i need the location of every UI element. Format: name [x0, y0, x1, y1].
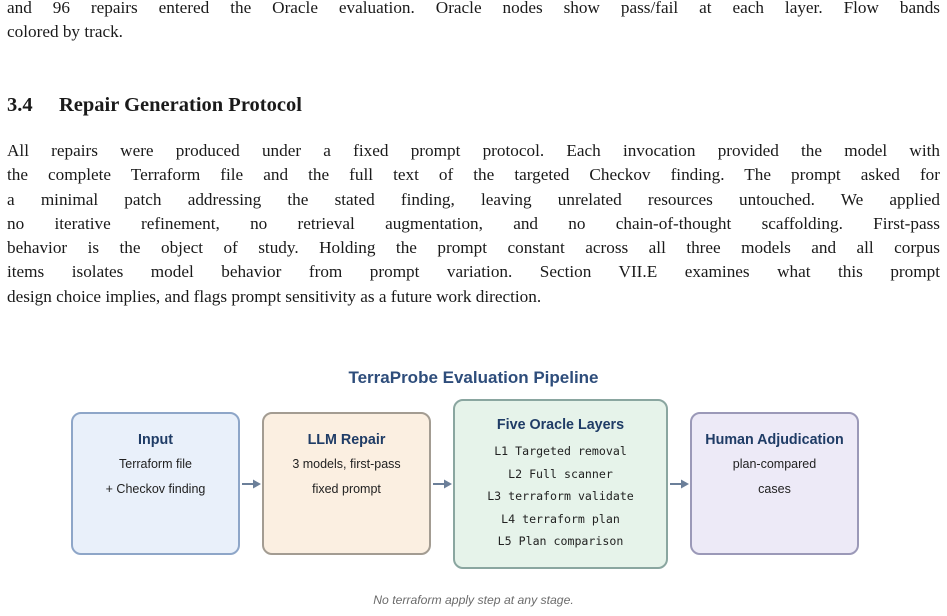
- human-box-line: cases: [758, 482, 791, 496]
- body-line: All repairs were produced under a fixed prompt protocol. Each invocation provided the model with: [7, 141, 940, 160]
- body-line: the complete Terraform file and the full text of the targeted Checkov finding. The prompt asked for: [7, 165, 940, 185]
- oracle-layer-list: [455, 440, 666, 553]
- arrow-right-icon: [669, 478, 690, 490]
- input-box-line: Terraform file: [119, 457, 192, 471]
- body-line: items isolates model behavior from prompt variation. Section VII.E examines what this prompt: [7, 262, 940, 282]
- body-line: design choice implies, and flags prompt sensitivity as a future work direction.: [7, 286, 542, 306]
- arrow-right-icon: [432, 478, 453, 490]
- body-line: no iterative refinement, no retrieval augmentation, and no chain-of-thought scaffolding. First-pass: [7, 213, 940, 233]
- body-paragraph: [7, 139, 940, 309]
- human-adjudication-box: [690, 412, 859, 555]
- oracle-layer: L2 Full scanner: [508, 466, 613, 481]
- human-box-title: Human Adjudication: [705, 432, 844, 448]
- input-box-line: + Checkov finding: [105, 482, 206, 496]
- intro-paragraph: [7, 0, 940, 45]
- oracle-box-title: Five Oracle Layers: [496, 417, 625, 433]
- figure-note: No terraform apply step at any stage.: [373, 593, 574, 607]
- human-box-line: plan-compared: [732, 457, 817, 471]
- oracle-layer: L1 Targeted removal: [494, 444, 627, 458]
- llm-repair-box: [262, 412, 431, 555]
- oracle-layer: L5 Plan comparison: [497, 534, 624, 549]
- section-heading: [7, 94, 302, 117]
- llm-box-line: 3 models, first-pass: [292, 457, 401, 471]
- section-number: 3.4: [7, 94, 33, 116]
- arrow-right-icon: [241, 478, 262, 490]
- body-line: a minimal patch addressing the stated finding, leaving unrelated resources untouched. We applied: [7, 189, 940, 209]
- input-box: [71, 412, 240, 555]
- intro-line: and 96 repairs entered the Oracle evaluation. Oracle nodes show pass/fail at each layer. Flow bands: [7, 0, 940, 17]
- oracle-layer: L4 terraform plan: [501, 511, 620, 526]
- llm-box-title: LLM Repair: [307, 432, 386, 448]
- section-title: Repair Generation Protocol: [59, 94, 302, 116]
- oracle-layer: L3 terraform validate: [487, 489, 634, 504]
- intro-line: colored by track.: [7, 22, 123, 42]
- body-line: behavior is the object of study. Holding the prompt constant across all three models and all corpus: [7, 238, 940, 258]
- llm-box-line: fixed prompt: [312, 482, 381, 496]
- figure-title: TerraProbe Evaluation Pipeline: [348, 368, 599, 387]
- oracle-layers-box: [453, 399, 668, 569]
- input-box-title: Input: [138, 432, 173, 448]
